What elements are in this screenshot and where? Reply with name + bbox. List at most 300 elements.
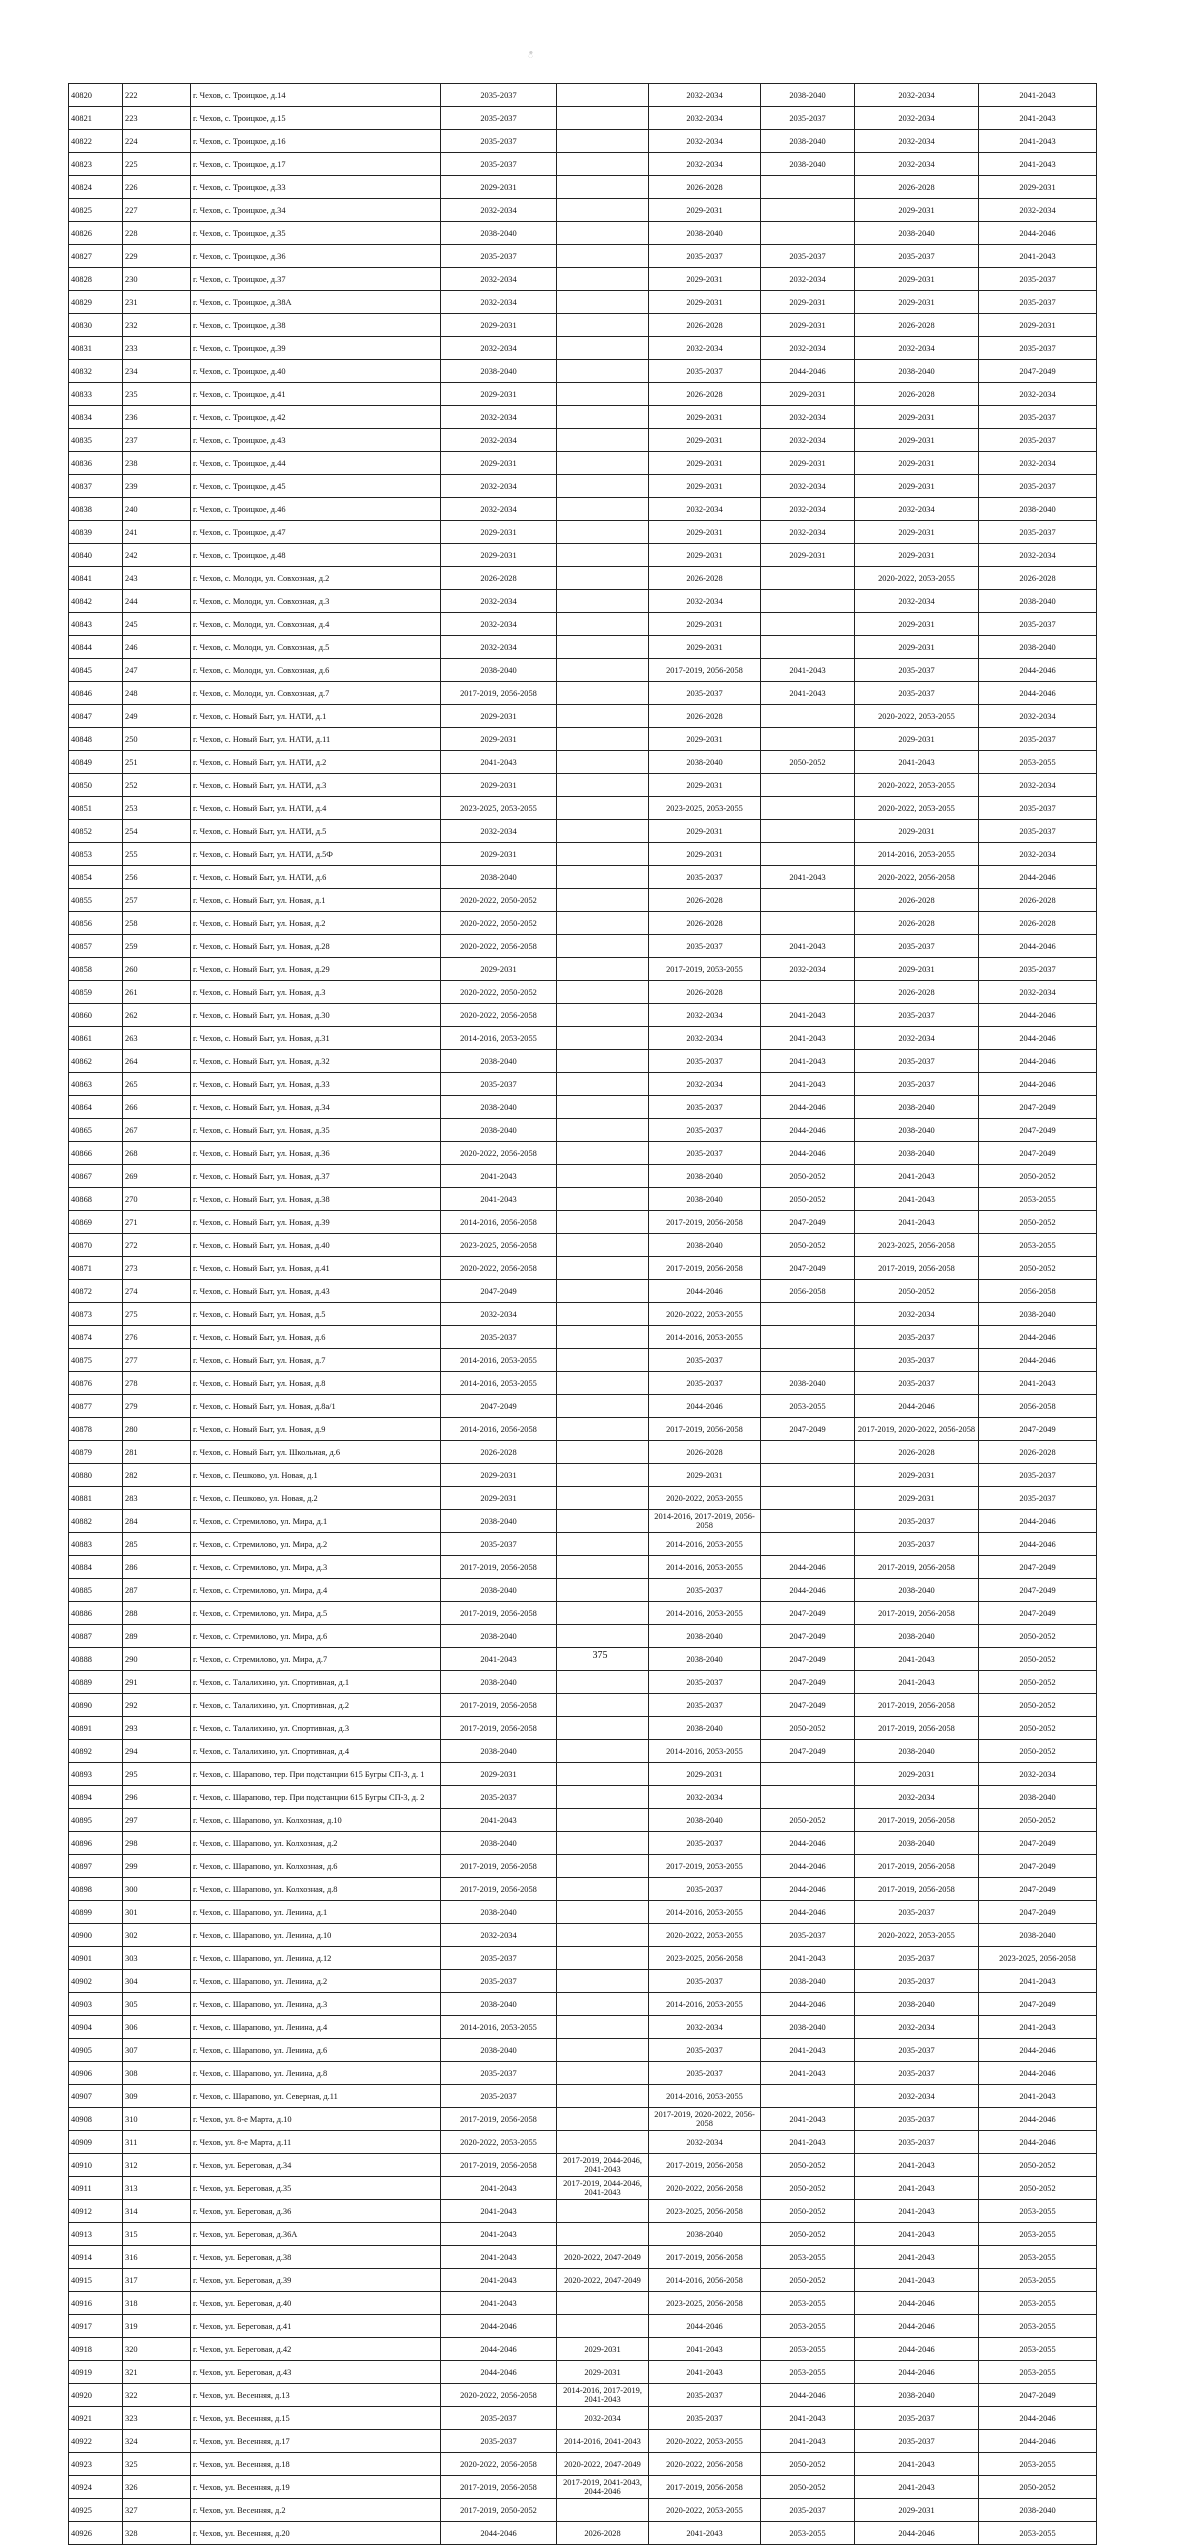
table-row bbox=[69, 1510, 1097, 1533]
cell-period-2 bbox=[557, 1096, 649, 1119]
cell-period-1: 2041-2043 bbox=[441, 2223, 557, 2246]
cell-row-number: 263 bbox=[123, 1027, 191, 1050]
cell-period-2 bbox=[557, 84, 649, 107]
cell-row-number: 324 bbox=[123, 2430, 191, 2453]
cell-period-5: 2032-2034 bbox=[855, 84, 979, 107]
table-row bbox=[69, 1188, 1097, 1211]
cell-period-5: 2035-2037 bbox=[855, 2108, 979, 2131]
cell-row-number: 250 bbox=[123, 728, 191, 751]
cell-row-number: 229 bbox=[123, 245, 191, 268]
cell-period-2 bbox=[557, 2499, 649, 2522]
cell-period-4: 2050-2052 bbox=[761, 1717, 855, 1740]
cell-period-3: 2020-2022, 2053-2055 bbox=[649, 2499, 761, 2522]
cell-period-5: 2029-2031 bbox=[855, 291, 979, 314]
table-row bbox=[69, 2108, 1097, 2131]
cell-row-id: 40842 bbox=[69, 590, 123, 613]
cell-row-number: 241 bbox=[123, 521, 191, 544]
cell-period-3: 2029-2031 bbox=[649, 406, 761, 429]
cell-period-1: 2035-2037 bbox=[441, 2062, 557, 2085]
cell-row-id: 40845 bbox=[69, 659, 123, 682]
cell-row-number: 305 bbox=[123, 1993, 191, 2016]
cell-period-1: 2029-2031 bbox=[441, 383, 557, 406]
cell-period-2: 2020-2022, 2047-2049 bbox=[557, 2269, 649, 2292]
cell-period-1: 2038-2040 bbox=[441, 1625, 557, 1648]
cell-period-4: 2038-2040 bbox=[761, 1372, 855, 1395]
cell-period-4 bbox=[761, 636, 855, 659]
cell-period-6: 2026-2028 bbox=[979, 567, 1097, 590]
cell-row-number: 227 bbox=[123, 199, 191, 222]
cell-row-id: 40851 bbox=[69, 797, 123, 820]
cell-period-6: 2050-2052 bbox=[979, 1257, 1097, 1280]
cell-period-4: 2029-2031 bbox=[761, 452, 855, 475]
cell-row-number: 266 bbox=[123, 1096, 191, 1119]
cell-period-2 bbox=[557, 268, 649, 291]
cell-period-5: 2035-2037 bbox=[855, 1073, 979, 1096]
cell-row-id: 40887 bbox=[69, 1625, 123, 1648]
table-row bbox=[69, 1579, 1097, 1602]
cell-period-6: 2038-2040 bbox=[979, 498, 1097, 521]
cell-period-1: 2017-2019, 2050-2052 bbox=[441, 2499, 557, 2522]
table-row bbox=[69, 406, 1097, 429]
cell-period-3: 2032-2034 bbox=[649, 1027, 761, 1050]
cell-period-4: 2041-2043 bbox=[761, 2108, 855, 2131]
cell-address: г. Чехов, с. Новый Быт, ул. Новая, д.8 bbox=[191, 1372, 441, 1395]
cell-row-id: 40867 bbox=[69, 1165, 123, 1188]
cell-row-id: 40903 bbox=[69, 1993, 123, 2016]
cell-row-id: 40882 bbox=[69, 1510, 123, 1533]
cell-period-6: 2053-2055 bbox=[979, 2292, 1097, 2315]
table-row bbox=[69, 199, 1097, 222]
cell-period-1: 2014-2016, 2056-2058 bbox=[441, 1418, 557, 1441]
cell-period-3: 2014-2016, 2053-2055 bbox=[649, 1556, 761, 1579]
cell-period-4: 2050-2052 bbox=[761, 2223, 855, 2246]
table-row bbox=[69, 1855, 1097, 1878]
table-row bbox=[69, 2223, 1097, 2246]
cell-period-1: 2017-2019, 2056-2058 bbox=[441, 1878, 557, 1901]
cell-period-1: 2017-2019, 2056-2058 bbox=[441, 2476, 557, 2499]
cell-period-2 bbox=[557, 958, 649, 981]
cell-address: г. Чехов, с. Новый Быт, ул. Новая, д.3 bbox=[191, 981, 441, 1004]
cell-period-4: 2050-2052 bbox=[761, 1188, 855, 1211]
cell-address: г. Чехов, ул. Весенняя, д.19 bbox=[191, 2476, 441, 2499]
cell-period-6: 2044-2046 bbox=[979, 1050, 1097, 1073]
cell-row-number: 255 bbox=[123, 843, 191, 866]
table-row bbox=[69, 84, 1097, 107]
cell-period-6: 2044-2046 bbox=[979, 1326, 1097, 1349]
cell-period-3: 2035-2037 bbox=[649, 1970, 761, 1993]
cell-period-5: 2038-2040 bbox=[855, 1740, 979, 1763]
cell-period-6: 2041-2043 bbox=[979, 153, 1097, 176]
cell-period-2 bbox=[557, 1671, 649, 1694]
cell-row-number: 292 bbox=[123, 1694, 191, 1717]
cell-period-6: 2044-2046 bbox=[979, 1533, 1097, 1556]
cell-period-6: 2044-2046 bbox=[979, 935, 1097, 958]
cell-period-5: 2035-2037 bbox=[855, 1349, 979, 1372]
cell-period-2 bbox=[557, 820, 649, 843]
cell-period-5: 2044-2046 bbox=[855, 2315, 979, 2338]
cell-period-2 bbox=[557, 1119, 649, 1142]
cell-period-2 bbox=[557, 1004, 649, 1027]
cell-period-3: 2029-2031 bbox=[649, 728, 761, 751]
cell-period-1: 2020-2022, 2056-2058 bbox=[441, 2384, 557, 2407]
cell-period-4: 2044-2046 bbox=[761, 360, 855, 383]
cell-period-2 bbox=[557, 1326, 649, 1349]
cell-address: г. Чехов, с. Новый Быт, ул. Новая, д.36 bbox=[191, 1142, 441, 1165]
cell-row-number: 303 bbox=[123, 1947, 191, 1970]
cell-address: г. Чехов, ул. Береговая, д.41 bbox=[191, 2315, 441, 2338]
cell-period-2 bbox=[557, 1809, 649, 1832]
cell-address: г. Чехов, с. Новый Быт, ул. Новая, д.29 bbox=[191, 958, 441, 981]
cell-period-3: 2029-2031 bbox=[649, 820, 761, 843]
cell-period-1: 2038-2040 bbox=[441, 1671, 557, 1694]
cell-row-id: 40838 bbox=[69, 498, 123, 521]
cell-row-number: 245 bbox=[123, 613, 191, 636]
cell-period-2 bbox=[557, 544, 649, 567]
cell-period-3: 2026-2028 bbox=[649, 1441, 761, 1464]
cell-period-6: 2053-2055 bbox=[979, 751, 1097, 774]
cell-period-2 bbox=[557, 2062, 649, 2085]
cell-period-4: 2035-2037 bbox=[761, 245, 855, 268]
cell-period-4: 2041-2043 bbox=[761, 866, 855, 889]
cell-period-4: 2041-2043 bbox=[761, 1947, 855, 1970]
cell-address: г. Чехов, с. Стремилово, ул. Мира, д.6 bbox=[191, 1625, 441, 1648]
cell-address: г. Чехов, ул. 8-е Марта, д.11 bbox=[191, 2131, 441, 2154]
cell-period-3: 2032-2034 bbox=[649, 107, 761, 130]
cell-period-6: 2032-2034 bbox=[979, 544, 1097, 567]
cell-period-4 bbox=[761, 728, 855, 751]
cell-address: г. Чехов, с. Талалихино, ул. Спортивная, д.3 bbox=[191, 1717, 441, 1740]
cell-period-6: 2038-2040 bbox=[979, 1786, 1097, 1809]
cell-period-3: 2041-2043 bbox=[649, 2338, 761, 2361]
cell-period-4 bbox=[761, 774, 855, 797]
cell-period-4 bbox=[761, 1763, 855, 1786]
cell-period-5: 2029-2031 bbox=[855, 728, 979, 751]
cell-row-number: 284 bbox=[123, 1510, 191, 1533]
cell-address: г. Чехов, ул. Весенняя, д.15 bbox=[191, 2407, 441, 2430]
cell-period-5: 2029-2031 bbox=[855, 613, 979, 636]
cell-period-2 bbox=[557, 2292, 649, 2315]
cell-period-4: 2053-2055 bbox=[761, 2361, 855, 2384]
cell-period-6: 2026-2028 bbox=[979, 1441, 1097, 1464]
cell-period-1: 2035-2037 bbox=[441, 1073, 557, 1096]
table-row bbox=[69, 843, 1097, 866]
cell-period-5: 2032-2034 bbox=[855, 153, 979, 176]
cell-address: г. Чехов, с. Новый Быт, ул. Новая, д.30 bbox=[191, 1004, 441, 1027]
cell-period-1: 2041-2043 bbox=[441, 1648, 557, 1671]
cell-period-2 bbox=[557, 475, 649, 498]
cell-period-5: 2035-2037 bbox=[855, 1901, 979, 1924]
cell-period-2 bbox=[557, 291, 649, 314]
cell-period-1: 2032-2034 bbox=[441, 636, 557, 659]
cell-period-4: 2044-2046 bbox=[761, 1878, 855, 1901]
cell-period-4: 2044-2046 bbox=[761, 1119, 855, 1142]
cell-row-number: 246 bbox=[123, 636, 191, 659]
cell-row-number: 311 bbox=[123, 2131, 191, 2154]
cell-period-6: 2047-2049 bbox=[979, 1901, 1097, 1924]
table-row bbox=[69, 130, 1097, 153]
cell-period-3: 2032-2034 bbox=[649, 84, 761, 107]
cell-period-5: 2041-2043 bbox=[855, 1648, 979, 1671]
cell-address: г. Чехов, с. Молоди, ул. Совхозная, д.6 bbox=[191, 659, 441, 682]
cell-row-number: 276 bbox=[123, 1326, 191, 1349]
cell-row-number: 307 bbox=[123, 2039, 191, 2062]
cell-row-id: 40828 bbox=[69, 268, 123, 291]
cell-period-5: 2020-2022, 2053-2055 bbox=[855, 567, 979, 590]
cell-row-id: 40892 bbox=[69, 1740, 123, 1763]
cell-period-1: 2032-2034 bbox=[441, 498, 557, 521]
cell-period-3: 2014-2016, 2053-2055 bbox=[649, 1326, 761, 1349]
cell-period-1: 2035-2037 bbox=[441, 84, 557, 107]
cell-period-2 bbox=[557, 728, 649, 751]
cell-period-3: 2035-2037 bbox=[649, 1096, 761, 1119]
cell-address: г. Чехов, с. Шарапово, ул. Ленина, д.2 bbox=[191, 1970, 441, 1993]
cell-row-id: 40888 bbox=[69, 1648, 123, 1671]
table-row bbox=[69, 1671, 1097, 1694]
cell-period-3: 2026-2028 bbox=[649, 314, 761, 337]
cell-period-3: 2032-2034 bbox=[649, 2131, 761, 2154]
cell-period-6: 2035-2037 bbox=[979, 1464, 1097, 1487]
cell-period-1: 2038-2040 bbox=[441, 1579, 557, 1602]
cell-period-2 bbox=[557, 130, 649, 153]
table-row bbox=[69, 912, 1097, 935]
cell-row-id: 40861 bbox=[69, 1027, 123, 1050]
cell-period-3: 2029-2031 bbox=[649, 544, 761, 567]
cell-row-id: 40894 bbox=[69, 1786, 123, 1809]
table-row bbox=[69, 2016, 1097, 2039]
cell-address: г. Чехов, с. Троицкое, д.33 bbox=[191, 176, 441, 199]
cell-period-3: 2032-2034 bbox=[649, 1004, 761, 1027]
cell-period-5: 2041-2043 bbox=[855, 2476, 979, 2499]
cell-row-id: 40820 bbox=[69, 84, 123, 107]
cell-row-id: 40876 bbox=[69, 1372, 123, 1395]
cell-period-5: 2038-2040 bbox=[855, 1625, 979, 1648]
table-row bbox=[69, 1372, 1097, 1395]
cell-period-2 bbox=[557, 1993, 649, 2016]
cell-row-number: 285 bbox=[123, 1533, 191, 1556]
cell-period-1: 2020-2022, 2056-2058 bbox=[441, 1004, 557, 1027]
cell-period-3: 2035-2037 bbox=[649, 2384, 761, 2407]
table-row bbox=[69, 2269, 1097, 2292]
cell-period-3: 2014-2016, 2053-2055 bbox=[649, 2085, 761, 2108]
cell-row-id: 40916 bbox=[69, 2292, 123, 2315]
cell-period-1: 2023-2025, 2056-2058 bbox=[441, 1234, 557, 1257]
cell-period-6: 2053-2055 bbox=[979, 2223, 1097, 2246]
cell-period-6: 2029-2031 bbox=[979, 314, 1097, 337]
cell-address: г. Чехов, с. Троицкое, д.46 bbox=[191, 498, 441, 521]
cell-period-6: 2035-2037 bbox=[979, 521, 1097, 544]
cell-period-3: 2035-2037 bbox=[649, 360, 761, 383]
cell-row-number: 301 bbox=[123, 1901, 191, 1924]
cell-period-1: 2029-2031 bbox=[441, 452, 557, 475]
cell-period-5: 2026-2028 bbox=[855, 912, 979, 935]
cell-address: г. Чехов, ул. Береговая, д.40 bbox=[191, 2292, 441, 2315]
cell-address: г. Чехов, с. Шарапово, ул. Ленина, д.3 bbox=[191, 1993, 441, 2016]
cell-period-5: 2032-2034 bbox=[855, 2016, 979, 2039]
cell-period-4: 2047-2049 bbox=[761, 1257, 855, 1280]
cell-row-number: 226 bbox=[123, 176, 191, 199]
cell-period-5: 2041-2043 bbox=[855, 2177, 979, 2200]
cell-period-2 bbox=[557, 1763, 649, 1786]
cell-period-6: 2044-2046 bbox=[979, 1027, 1097, 1050]
cell-period-2: 2020-2022, 2047-2049 bbox=[557, 2246, 649, 2269]
cell-row-number: 234 bbox=[123, 360, 191, 383]
cell-period-3: 2035-2037 bbox=[649, 1050, 761, 1073]
cell-period-1: 2032-2034 bbox=[441, 291, 557, 314]
cell-row-number: 271 bbox=[123, 1211, 191, 1234]
cell-period-2 bbox=[557, 383, 649, 406]
cell-period-6: 2047-2049 bbox=[979, 1579, 1097, 1602]
cell-period-6: 2056-2058 bbox=[979, 1280, 1097, 1303]
cell-row-id: 40830 bbox=[69, 314, 123, 337]
cell-address: г. Чехов, с. Троицкое, д.41 bbox=[191, 383, 441, 406]
cell-address: г. Чехов, с. Талалихино, ул. Спортивная, д.4 bbox=[191, 1740, 441, 1763]
cell-period-4: 2041-2043 bbox=[761, 2062, 855, 2085]
cell-period-2 bbox=[557, 1165, 649, 1188]
cell-period-5: 2035-2037 bbox=[855, 1533, 979, 1556]
cell-period-2 bbox=[557, 1027, 649, 1050]
cell-row-number: 312 bbox=[123, 2154, 191, 2177]
cell-period-3: 2032-2034 bbox=[649, 498, 761, 521]
cell-row-number: 328 bbox=[123, 2522, 191, 2545]
cell-address: г. Чехов, с. Шарапово, ул. Колхозная, д.6 bbox=[191, 1855, 441, 1878]
cell-period-2 bbox=[557, 1073, 649, 1096]
cell-period-4: 2047-2049 bbox=[761, 1740, 855, 1763]
cell-row-id: 40906 bbox=[69, 2062, 123, 2085]
cell-period-5: 2035-2037 bbox=[855, 682, 979, 705]
table-row bbox=[69, 2131, 1097, 2154]
cell-period-5: 2032-2034 bbox=[855, 590, 979, 613]
cell-row-id: 40869 bbox=[69, 1211, 123, 1234]
cell-period-2 bbox=[557, 1464, 649, 1487]
cell-period-3: 2038-2040 bbox=[649, 1234, 761, 1257]
cell-period-5: 2038-2040 bbox=[855, 1832, 979, 1855]
cell-period-4: 2032-2034 bbox=[761, 958, 855, 981]
cell-address: г. Чехов, с. Новый Быт, ул. Новая, д.34 bbox=[191, 1096, 441, 1119]
table-row bbox=[69, 1947, 1097, 1970]
cell-period-6: 2047-2049 bbox=[979, 1602, 1097, 1625]
cell-address: г. Чехов, с. Троицкое, д.38А bbox=[191, 291, 441, 314]
cell-address: г. Чехов, ул. Береговая, д.42 bbox=[191, 2338, 441, 2361]
cell-period-3: 2017-2019, 2056-2058 bbox=[649, 1257, 761, 1280]
cell-period-4: 2029-2031 bbox=[761, 314, 855, 337]
cell-address: г. Чехов, с. Стремилово, ул. Мира, д.7 bbox=[191, 1648, 441, 1671]
cell-period-5: 2038-2040 bbox=[855, 1119, 979, 1142]
cell-row-number: 238 bbox=[123, 452, 191, 475]
cell-row-id: 40865 bbox=[69, 1119, 123, 1142]
cell-period-6: 2038-2040 bbox=[979, 1924, 1097, 1947]
cell-period-3: 2035-2037 bbox=[649, 1349, 761, 1372]
cell-period-1: 2032-2034 bbox=[441, 590, 557, 613]
cell-address: г. Чехов, ул. 8-е Марта, д.10 bbox=[191, 2108, 441, 2131]
cell-period-6: 2032-2034 bbox=[979, 452, 1097, 475]
cell-row-id: 40900 bbox=[69, 1924, 123, 1947]
cell-row-id: 40821 bbox=[69, 107, 123, 130]
cell-period-4 bbox=[761, 981, 855, 1004]
cell-period-6: 2044-2046 bbox=[979, 866, 1097, 889]
cell-period-1: 2041-2043 bbox=[441, 2292, 557, 2315]
cell-address: г. Чехов, с. Стремилово, ул. Мира, д.2 bbox=[191, 1533, 441, 1556]
cell-row-id: 40909 bbox=[69, 2131, 123, 2154]
table-row bbox=[69, 1073, 1097, 1096]
cell-period-6: 2038-2040 bbox=[979, 590, 1097, 613]
table-row bbox=[69, 1809, 1097, 1832]
cell-address: г. Чехов, ул. Весенняя, д.2 bbox=[191, 2499, 441, 2522]
cell-period-3: 2017-2019, 2056-2058 bbox=[649, 659, 761, 682]
cell-row-id: 40823 bbox=[69, 153, 123, 176]
cell-period-4: 2032-2034 bbox=[761, 337, 855, 360]
cell-row-number: 232 bbox=[123, 314, 191, 337]
table-row bbox=[69, 1878, 1097, 1901]
cell-row-number: 289 bbox=[123, 1625, 191, 1648]
cell-address: г. Чехов, с. Молоди, ул. Совхозная, д.5 bbox=[191, 636, 441, 659]
cell-period-5: 2029-2031 bbox=[855, 268, 979, 291]
cell-period-2 bbox=[557, 1441, 649, 1464]
cell-address: г. Чехов, ул. Весенняя, д.17 bbox=[191, 2430, 441, 2453]
cell-address: г. Чехов, ул. Весенняя, д.18 bbox=[191, 2453, 441, 2476]
cell-address: г. Чехов, с. Шарапово, ул. Ленина, д.10 bbox=[191, 1924, 441, 1947]
cell-period-4: 2053-2055 bbox=[761, 2315, 855, 2338]
cell-period-4: 2044-2046 bbox=[761, 1579, 855, 1602]
cell-period-2 bbox=[557, 1050, 649, 1073]
cell-row-number: 308 bbox=[123, 2062, 191, 2085]
cell-row-id: 40859 bbox=[69, 981, 123, 1004]
cell-address: г. Чехов, с. Новый Быт, ул. Новая, д.38 bbox=[191, 1188, 441, 1211]
cell-period-5: 2026-2028 bbox=[855, 981, 979, 1004]
cell-row-id: 40891 bbox=[69, 1717, 123, 1740]
cell-period-3: 2038-2040 bbox=[649, 1648, 761, 1671]
cell-row-id: 40868 bbox=[69, 1188, 123, 1211]
cell-address: г. Чехов, с. Талалихино, ул. Спортивная, д.2 bbox=[191, 1694, 441, 1717]
cell-period-4 bbox=[761, 1487, 855, 1510]
cell-period-3: 2038-2040 bbox=[649, 751, 761, 774]
cell-period-2 bbox=[557, 1280, 649, 1303]
table-row bbox=[69, 2453, 1097, 2476]
cell-period-5: 2041-2043 bbox=[855, 1671, 979, 1694]
cell-period-1: 2038-2040 bbox=[441, 1510, 557, 1533]
cell-period-3: 2035-2037 bbox=[649, 682, 761, 705]
cell-address: г. Чехов, с. Новый Быт, ул. НАТИ, д.5 bbox=[191, 820, 441, 843]
cell-period-6: 2053-2055 bbox=[979, 2361, 1097, 2384]
cell-period-3: 2032-2034 bbox=[649, 1073, 761, 1096]
cell-period-1: 2035-2037 bbox=[441, 2430, 557, 2453]
cell-period-6: 2041-2043 bbox=[979, 2085, 1097, 2108]
cell-period-2 bbox=[557, 751, 649, 774]
cell-period-2 bbox=[557, 452, 649, 475]
cell-period-3: 2032-2034 bbox=[649, 337, 761, 360]
cell-row-id: 40886 bbox=[69, 1602, 123, 1625]
cell-row-id: 40908 bbox=[69, 2108, 123, 2131]
table-row bbox=[69, 2522, 1097, 2545]
cell-period-2 bbox=[557, 1786, 649, 1809]
cell-period-4: 2029-2031 bbox=[761, 291, 855, 314]
cell-period-4 bbox=[761, 567, 855, 590]
cell-address: г. Чехов, с. Новый Быт, ул. Новая, д.31 bbox=[191, 1027, 441, 1050]
table-row bbox=[69, 1257, 1097, 1280]
cell-period-4: 2041-2043 bbox=[761, 2039, 855, 2062]
table-row bbox=[69, 1924, 1097, 1947]
cell-period-6: 2047-2049 bbox=[979, 1993, 1097, 2016]
cell-address: г. Чехов, с. Троицкое, д.14 bbox=[191, 84, 441, 107]
cell-row-id: 40910 bbox=[69, 2154, 123, 2177]
cell-period-5: 2038-2040 bbox=[855, 1142, 979, 1165]
cell-period-6: 2032-2034 bbox=[979, 774, 1097, 797]
cell-period-1: 2035-2037 bbox=[441, 1326, 557, 1349]
cell-row-number: 258 bbox=[123, 912, 191, 935]
cell-row-number: 300 bbox=[123, 1878, 191, 1901]
cell-period-6: 2050-2052 bbox=[979, 1694, 1097, 1717]
cell-row-number: 240 bbox=[123, 498, 191, 521]
cell-period-3: 2029-2031 bbox=[649, 291, 761, 314]
